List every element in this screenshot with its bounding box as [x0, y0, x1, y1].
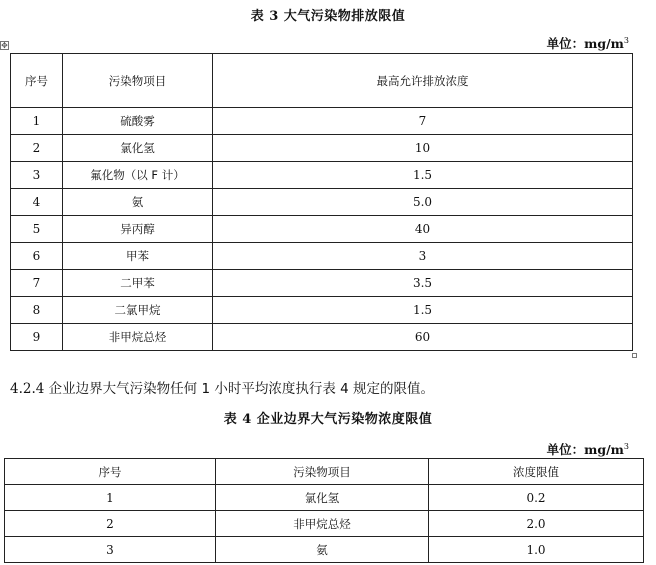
table3-value-cell: 1.5	[213, 162, 633, 189]
table4-unit-exponent: 3	[623, 442, 629, 451]
table3-item-cell: 氨	[63, 189, 213, 216]
table3-header-item: 污染物项目	[63, 54, 213, 108]
table3-no-cell: 6	[11, 243, 63, 270]
table4-value-cell: 0.2	[429, 485, 644, 511]
table4-row	[5, 485, 644, 511]
table3-no-cell: 7	[11, 270, 63, 297]
table3-item-cell: 二甲苯	[63, 270, 213, 297]
table3-no-cell: 2	[11, 135, 63, 162]
paragraph-number: 4.2.4	[10, 381, 45, 397]
table3-item-cell: 氯化氢	[63, 135, 213, 162]
table3-header-value: 最高允许排放浓度	[213, 54, 633, 108]
table3	[10, 53, 633, 351]
table3-value-cell: 60	[213, 324, 633, 351]
table3-no-cell: 1	[11, 108, 63, 135]
table4-header-no: 序号	[5, 459, 216, 485]
table4-header-value: 浓度限值	[429, 459, 644, 485]
table4-no-cell: 1	[5, 485, 216, 511]
table3-unit-exponent: 3	[623, 36, 629, 45]
table4-unit-text: 单位：mg/m	[546, 442, 624, 457]
table3-unit-text: 单位：mg/m	[546, 36, 624, 51]
table3-item-cell: 异丙醇	[63, 216, 213, 243]
table4-row	[5, 511, 644, 537]
resize-handle-icon[interactable]	[632, 353, 637, 358]
table3-row	[11, 162, 633, 189]
paragraph-4-2-4	[10, 377, 434, 397]
table4-item-cell: 氨	[216, 537, 429, 563]
table4-header-item: 污染物项目	[216, 459, 429, 485]
table3-no-cell: 9	[11, 324, 63, 351]
table3-value-cell: 7	[213, 108, 633, 135]
table3-row	[11, 297, 633, 324]
table3-value-cell: 3.5	[213, 270, 633, 297]
table3-unit	[547, 34, 629, 52]
table3-item-cell: 甲苯	[63, 243, 213, 270]
table4-title: 表 4 企业边界大气污染物浓度限值	[223, 412, 433, 427]
table4-no-cell: 2	[5, 511, 216, 537]
table4	[4, 458, 644, 563]
table3-value-cell: 10	[213, 135, 633, 162]
table4-item-cell: 非甲烷总烃	[216, 511, 429, 537]
paragraph-text: 企业边界大气污染物任何 1 小时平均浓度执行表 4 规定的限值。	[44, 381, 434, 397]
table3-row	[11, 216, 633, 243]
table3-row	[11, 270, 633, 297]
table4-unit	[547, 440, 629, 458]
table4-no-cell: 3	[5, 537, 216, 563]
table3-value-cell: 40	[213, 216, 633, 243]
table3-row	[11, 108, 633, 135]
table3-item-cell: 氟化物（以 F 计）	[63, 162, 213, 189]
table3-row	[11, 324, 633, 351]
table3-header-row	[11, 54, 633, 108]
table3-value-cell: 5.0	[213, 189, 633, 216]
table4-row	[5, 537, 644, 563]
table4-header-row	[5, 459, 644, 485]
table3-no-cell: 4	[11, 189, 63, 216]
table4-value-cell: 2.0	[429, 511, 644, 537]
table3-no-cell: 5	[11, 216, 63, 243]
table3-value-cell: 1.5	[213, 297, 633, 324]
table3-row	[11, 135, 633, 162]
table3-item-cell: 硫酸雾	[63, 108, 213, 135]
table3-no-cell: 8	[11, 297, 63, 324]
table4-item-cell: 氯化氢	[216, 485, 429, 511]
table3-value-cell: 3	[213, 243, 633, 270]
move-anchor-icon[interactable]: ✥	[1, 41, 8, 50]
table4-value-cell: 1.0	[429, 537, 644, 563]
table3-no-cell: 3	[11, 162, 63, 189]
table3-row	[11, 189, 633, 216]
table3-item-cell: 非甲烷总烃	[63, 324, 213, 351]
table3-title: 表 3 大气污染物排放限值	[250, 9, 406, 24]
table3-header-no: 序号	[11, 54, 63, 108]
table3-item-cell: 二氯甲烷	[63, 297, 213, 324]
table3-row	[11, 243, 633, 270]
